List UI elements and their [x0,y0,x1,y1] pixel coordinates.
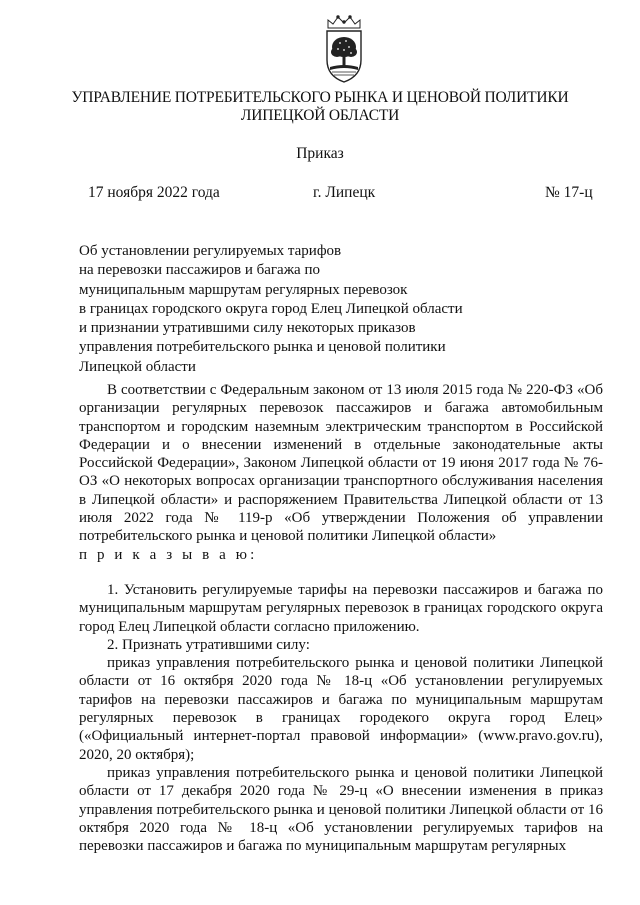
document-type: Приказ [296,145,344,162]
preamble-block [79,381,603,564]
subject-line: и признании утратившими силу некоторых приказов [79,320,416,337]
item-2b-paragraph: приказ управления потребительского рынка и ценовой политики Липецкой области от 17 декабря 2020 года № 29-ц «О внесении изменения в приказ управления потребительского рынка и ценовой политики Липецкой области от 16 октября 2020 года № 18-ц «Об установлении регулируемых тарифов на перевозки пассажиров и багажа по муниципальным маршрутам регулярных [79,764,603,855]
order-word: п р и к а з ы в а ю: [79,546,258,563]
organization-name-line2: ЛИПЕЦКОЙ ОБЛАСТИ [240,107,400,124]
subject-line: Об установлении регулируемых тарифов [79,243,342,259]
organization-name-line1: УПРАВЛЕНИЕ ПОТРЕБИТЕЛЬСКОГО РЫНКА И ЦЕНОВОЙ ПОЛИТИКИ [71,89,569,106]
order-subject [79,242,549,377]
item-2-paragraph: 2. Признать утратившими силу: [107,636,310,653]
order-number: № 17-ц [545,184,593,201]
subject-line: Липецкой области [79,358,196,375]
coat-of-arms-icon [318,14,370,84]
subject-line: в границах городского округа город Елец Липецкой области [79,300,463,317]
subject-line: на перевозки пассажиров и багажа по [79,262,320,279]
order-date: 17 ноября 2022 года [88,184,220,201]
item-2a-paragraph: приказ управления потребительского рынка и ценовой политики Липецкой области от 16 октября 2020 года № 18-ц «Об установлении регулируемых тарифов на перевозки пассажиров и багажа по муниципальным маршрутам регулярных перевозок в границах городекого округа город Елец» («Официальный интернет-портал правовой информации» (www.pravo.gov.ru), 2020, 20 октября); [79,655,603,763]
preamble-paragraph: В соответствии с Федеральным законом от 13 июля 2015 года № 220-ФЗ «Об организации регулярных перевозок пассажиров и багажа автомобильным транспортом и городским наземным электрическим транспортом в Российской Федерации и о внесении изменений в отдельные законодательные акты Российской Федерации», Законом Липецкой области от 19 июня 2017 года № 76-ОЗ «О некоторых вопросах организации транспортного обслуживания населения в Липецкой области» и распоряжением Правительства Липецкой области от 13 июля 2022 года № 119-р «Об утверждении Положения об управлении потребительского рынка и ценовой политики Липецкой области» [79,382,603,545]
subject-line: муниципальным маршрутам регулярных перевозок [79,281,408,298]
order-items [79,581,603,855]
order-city: г. Липецк [313,184,376,201]
subject-line: управления потребительского рынка и ценовой политики [79,339,446,356]
item-1-paragraph: 1. Установить регулируемые тарифы на перевозки пассажиров и багажа по муниципальным маршрутам регулярных перевозок в границах городского округа город Елец Липецкой области согласно приложению. [79,582,603,635]
